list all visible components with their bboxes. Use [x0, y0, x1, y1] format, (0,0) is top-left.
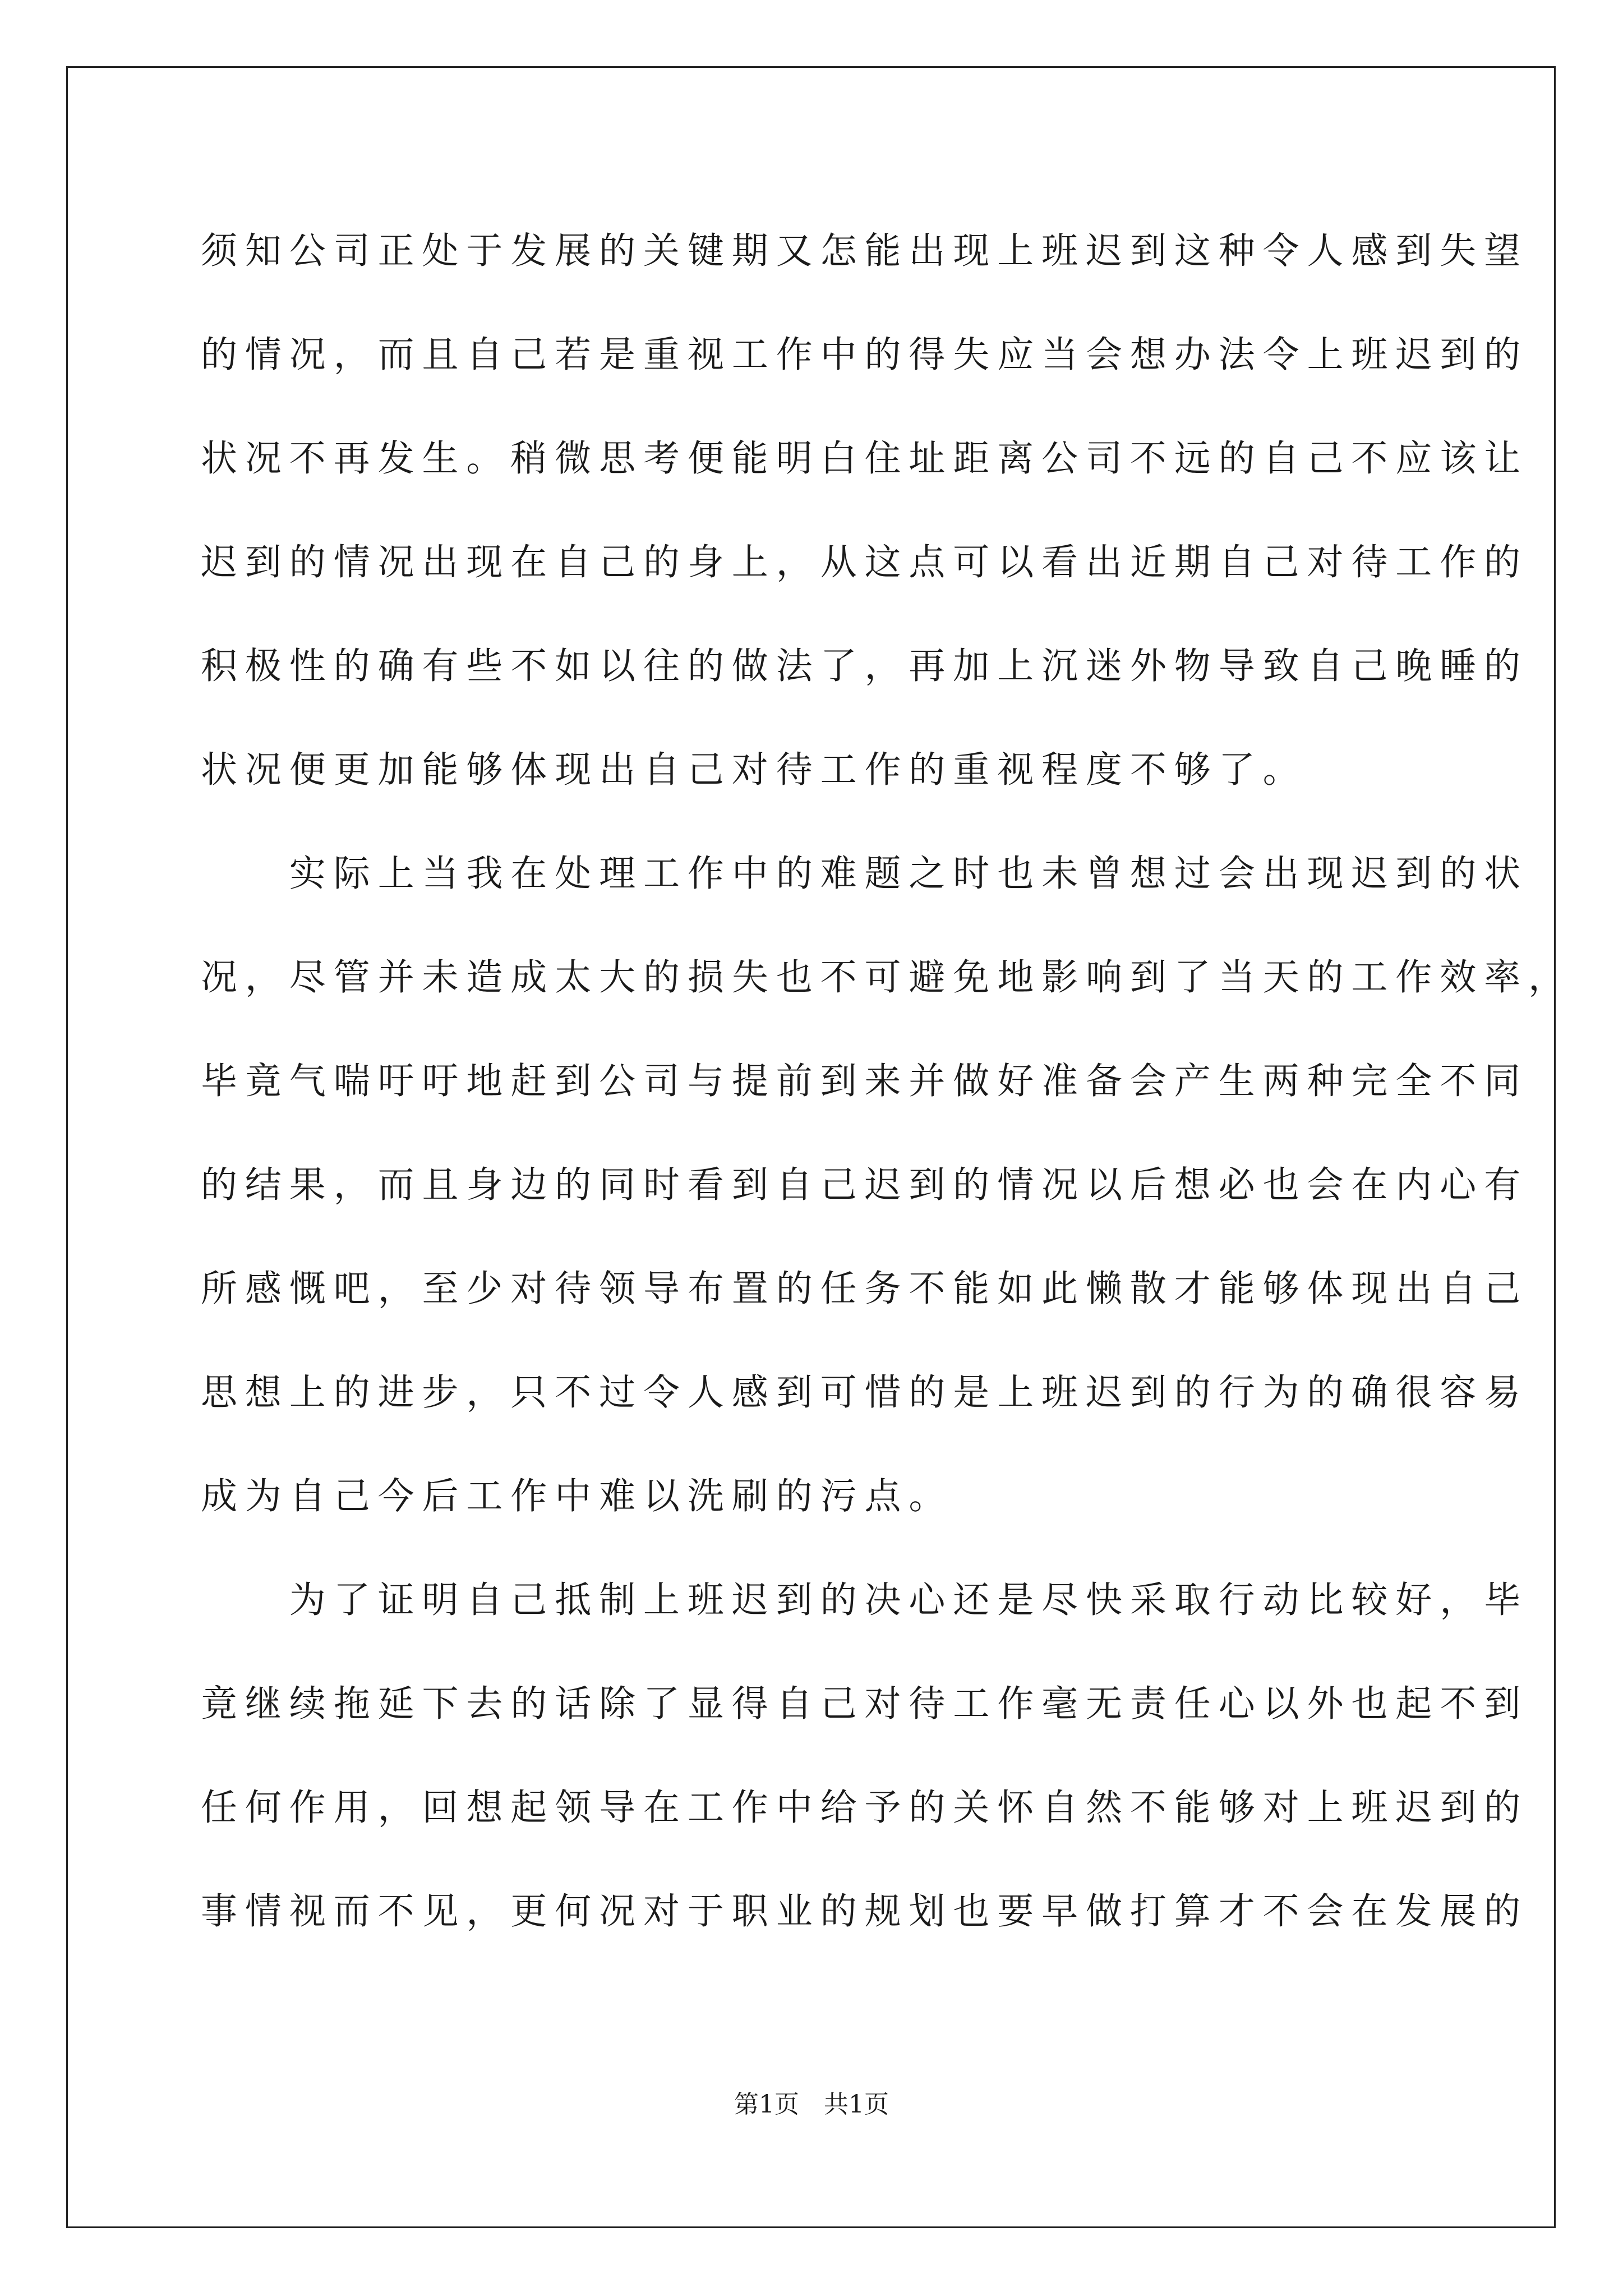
text-line: 的情况，而且自己若是重视工作中的得失应当会想办法令上班迟到的 [201, 334, 1529, 376]
text-line: 思想上的进步，只不过令人感到可惜的是上班迟到的行为的确很容易 [201, 1372, 1529, 1414]
text-line: 事情视而不见，更何况对于职业的规划也要早做打算才不会在发展的 [201, 1890, 1529, 1932]
text-line: 成为自己今后工作中难以洗刷的污点。 [201, 1475, 953, 1517]
text-line: 迟到的情况出现在自己的身上，从这点可以看出近期自己对待工作的 [201, 541, 1529, 583]
text-line: 为了证明自己抵制上班迟到的决心还是尽快采取行动比较好，毕 [201, 1579, 1529, 1621]
page-number-footer: 第1页 共1页 [734, 2090, 889, 2119]
text-line: 况，尽管并未造成太大的损失也不可避免地影响到了当天的工作效率， [201, 956, 1573, 999]
text-line: 毕竟气喘吁吁地赶到公司与提前到来并做好准备会产生两种完全不同 [201, 1060, 1529, 1102]
text-line: 状况便更加能够体现出自己对待工作的重视程度不够了。 [201, 749, 1307, 791]
text-line: 竟继续拖延下去的话除了显得自己对待工作毫无责任心以外也起不到 [201, 1683, 1529, 1725]
text-line: 的结果，而且身边的同时看到自己迟到的情况以后想必也会在内心有 [201, 1164, 1529, 1206]
text-line: 实际上当我在处理工作中的难题之时也未曾想过会出现迟到的状 [201, 853, 1529, 895]
text-line: 须知公司正处于发展的关键期又怎能出现上班迟到这种令人感到失望 [201, 230, 1529, 272]
text-line: 积极性的确有些不如以往的做法了，再加上沉迷外物导致自己晚睡的 [201, 645, 1529, 687]
text-line: 状况不再发生。稍微思考便能明白住址距离公司不远的自己不应该让 [201, 438, 1529, 480]
text-line: 任何作用，回想起领导在工作中给予的关怀自然不能够对上班迟到的 [201, 1787, 1529, 1829]
text-line: 所感慨吧，至少对待领导布置的任务不能如此懒散才能够体现出自己 [201, 1268, 1529, 1310]
